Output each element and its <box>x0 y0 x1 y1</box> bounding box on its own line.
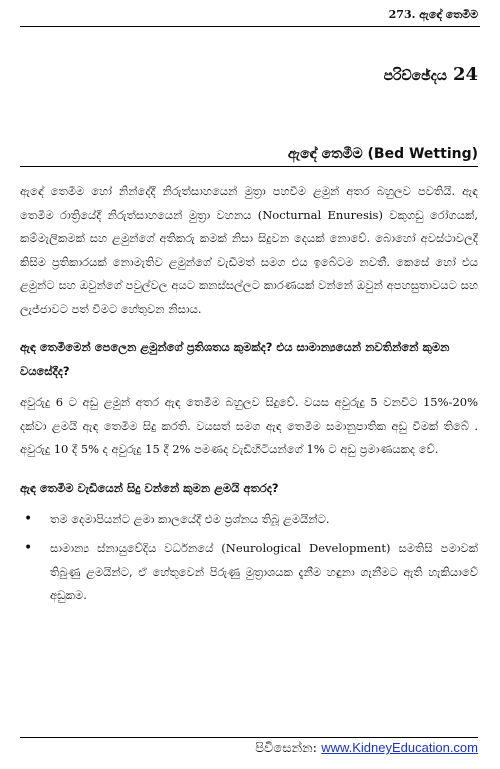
answer-paragraph-1: අවුරුදු 6 ට අඩු ළමුන් අතර ඇඳ තෙමීම බහුලව සිදුවේ. වයස අවුරුදු 5 වනවිට 15%-20% දක්වා ළමයි ඇඳ තෙමීම සිදු කරති. වයසත් සමග ඇඳ තෙමීම සමානුපාතික අඩු වීමක් තිබේ . අවුරුදු 10 දී 5% ද අවුරුදු 15 දී 2% පමණද වැඩිහිටියන්ගේ 1% ට අඩු ප්‍රමාණයකද වේ. <box>20 395 478 456</box>
chapter-label-text: පරිච්ඡේදය <box>383 68 447 84</box>
page-content <box>20 180 478 614</box>
list-item-text: සාමාන්‍ය ස්නායුවේදිය වර්ධනයේ (Neurological Development) සමතිසි පමාවක් තිබුණු ළමයින්ට, ඒ හේතුවෙන් පිරුණු මුත්‍රාශයක දැනීම හඳුනා ගැනීමට ඇති හැකියාවේ අඩුකම. <box>50 541 478 602</box>
intro-paragraph: ඇඳේ තෙමීම හෝ නින්දේදී නිරුත්සාහයෙන් මුත්‍රා පහවීම ළමුන් අතර බහුලව පවතියි. ඇඳ තෙමීම රාත්‍රියේදී නිරුත්සාහයෙන් මුත්‍රා වහනය (Nocturnal Enuresis) වකුගඩු රෝගයක්, කම්මැලිකමක් සහ ළමුන්ගේ අතිකරු කමක් නිසා සිදුවන දෙයක් නොවේ. බොහෝ අවස්ථාවලදී කිසිම ප්‍රතිකාරයක් නොමැතිව ළමුන්ගේ වැඩීමත් සමග එය ඉබේටම නවතී. කෙසේ හෝ එය ළමුන්ට සහ ඔවුන්ගේ පවුල්වල අයට කනස්සල්ලට කාරණයක් වන්නේ ඔවුන් අපහසුතාවයට සහ ලැජ්ජාවට පත් වීමට හේතුවන නිසාය. <box>20 184 478 316</box>
footer-prefix: පිවිසෙන්න: <box>255 741 322 756</box>
title-block <box>20 146 478 167</box>
list-item <box>20 508 478 532</box>
page-title: ඇඳේ තෙමීම (Bed Wetting) <box>287 146 478 162</box>
footer-divider <box>20 737 478 738</box>
question-heading-1: ඇඳ තෙමීමෙන් පෙලෙන ළමුන්ගේ ප්‍රතිශතය කුමක්ද? එය සාමාන්‍යයෙන් නවතින්නේ කුමන වයසේදීද? <box>20 340 450 378</box>
chapter-label <box>384 64 478 85</box>
chapter-number: 24 <box>452 64 478 85</box>
list-item-text: තම දෙමාපියන්ට ළමා කාලයේදී එම ප්‍රශ්නය තිබූ ළමයින්ට. <box>50 511 330 526</box>
list-item <box>20 537 478 608</box>
website-link[interactable]: www.KidneyEducation.com <box>321 740 478 755</box>
title-underline <box>20 166 478 167</box>
bullet-list <box>20 508 478 608</box>
footer <box>255 740 478 756</box>
header-divider <box>20 26 480 27</box>
question-heading-2: ඇඳ තෙමීම වැඩියෙන් සිදු වන්නේ කුමන ළමයි අතරද? <box>20 480 279 495</box>
bullet-icon: • <box>24 540 33 556</box>
bullet-icon: • <box>24 510 33 527</box>
page-number: 273. ඇඳේ තෙමීම <box>388 8 478 21</box>
